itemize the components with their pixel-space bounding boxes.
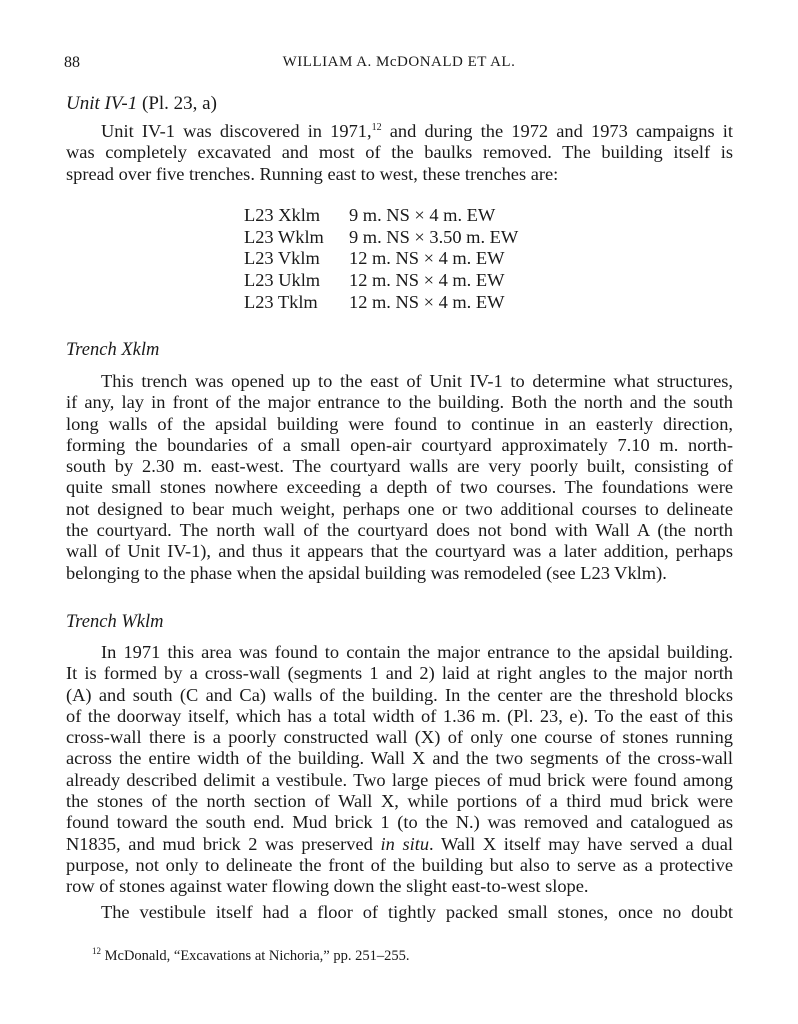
- text-line: if any, lay in front of the major entrance to the building. Both the north and the south: [66, 392, 733, 413]
- text-line: south by 2.30 m. east-west. The courtyard walls are very poorly built, consisting of: [66, 456, 733, 477]
- text-line: belonging to the phase when the apsidal building was remodeled (see L23 Vklm).: [66, 562, 667, 583]
- intro-line: Unit IV-1 was discovered in 1971,12 and during the 1972 and 1973 campaigns it: [101, 121, 733, 141]
- text-line: It is formed by a cross-wall (segments 1 and 2) laid at right angles to the major north: [66, 663, 733, 684]
- page-number: 88: [64, 54, 80, 71]
- text-line: row of stones against water flowing down the slight east-to-west slope.: [66, 876, 589, 897]
- text-line: of the doorway itself, which has a total width of 1.36 m. (Pl. 23, e). To the east of this: [66, 705, 733, 726]
- unit-title-name: Unit IV-1: [66, 93, 138, 114]
- intro-paragraph: [66, 121, 733, 185]
- text-line: found toward the south end. Mud brick 1 (to the N.) was removed and catalogued as: [66, 812, 733, 833]
- table-row: L23 Wklm 9 m. NS × 3.50 m. EW: [244, 226, 519, 247]
- text-line: cross-wall there is a poorly constructed wall (X) of only one course of stones running: [66, 727, 733, 748]
- text-line: not designed to bear much weight, perhaps one or two additional courses to delineate: [66, 498, 733, 519]
- text-line: across the entire width of the building. Wall X and the two segments of the cross-wall: [66, 748, 733, 769]
- text-line: forming the boundaries of a small open-air courtyard approximately 7.10 m. north-: [66, 434, 733, 455]
- in-situ-term: in situ: [380, 833, 430, 854]
- footnote-ref: 12: [371, 121, 382, 133]
- vestibule-paragraph: [66, 902, 733, 923]
- unit-title-plate-ref: (Pl. 23, a): [137, 93, 217, 114]
- table-row: L23 Uklm 12 m. NS × 4 m. EW: [244, 270, 505, 291]
- text-line: the stones of the north section of Wall X, while portions of a third mud brick were: [66, 791, 733, 812]
- text-line: already described delimit a vestibule. Two large pieces of mud brick were found among: [66, 769, 733, 790]
- footnote-text: McDonald, “Excavations at Nichoria,” pp. 251–255.: [101, 948, 410, 964]
- running-head: WILLIAM A. McDONALD ET AL.: [282, 54, 516, 70]
- text-line: the courtyard. The north wall of the courtyard does not bond with Wall A (the north: [66, 520, 733, 541]
- text-line: This trench was opened up to the east of Unit IV-1 to determine what structures,: [101, 371, 733, 391]
- xklm-paragraph: [66, 371, 733, 584]
- text-line: In 1971 this area was found to contain the major entrance to the apsidal building.: [101, 642, 733, 662]
- text-line: quite small stones nowhere exceeding a depth of two courses. The foundations were: [66, 477, 733, 498]
- intro-line: was completely excavated and most of the baulks removed. The building itself is: [66, 142, 733, 163]
- text-line: long walls of the apsidal building were found to continue in an easterly direction,: [66, 413, 733, 434]
- text-line: N1835, and mud brick 2 was preserved in situ. Wall X itself may have served a dual: [66, 833, 733, 854]
- intro-line: spread over five trenches. Running east to west, these trenches are:: [66, 163, 559, 184]
- section-heading-wklm: Trench Wklm: [66, 612, 164, 632]
- text-line: wall of Unit IV-1), and thus it appears that the courtyard was a later addition, perhaps: [66, 541, 733, 562]
- unit-title: [66, 93, 217, 115]
- footnote: [92, 948, 409, 965]
- text-line: (A) and south (C and Ca) walls of the building. In the center are the threshold blocks: [66, 684, 733, 705]
- text-line: purpose, not only to delineate the front of the building but also to serve as a protective: [66, 854, 733, 875]
- text-line: The vestibule itself had a floor of tightly packed small stones, once no doubt: [101, 902, 733, 922]
- footnote-number: 12: [92, 946, 101, 957]
- table-row: L23 Tklm 12 m. NS × 4 m. EW: [244, 291, 505, 312]
- page-header: [64, 54, 734, 76]
- trench-dimensions-table: [244, 205, 646, 314]
- table-row: L23 Xklm 9 m. NS × 4 m. EW: [244, 205, 496, 225]
- wklm-paragraph: [66, 642, 733, 898]
- table-row: L23 Vklm 12 m. NS × 4 m. EW: [244, 248, 505, 269]
- section-heading-xklm: Trench Xklm: [66, 340, 160, 360]
